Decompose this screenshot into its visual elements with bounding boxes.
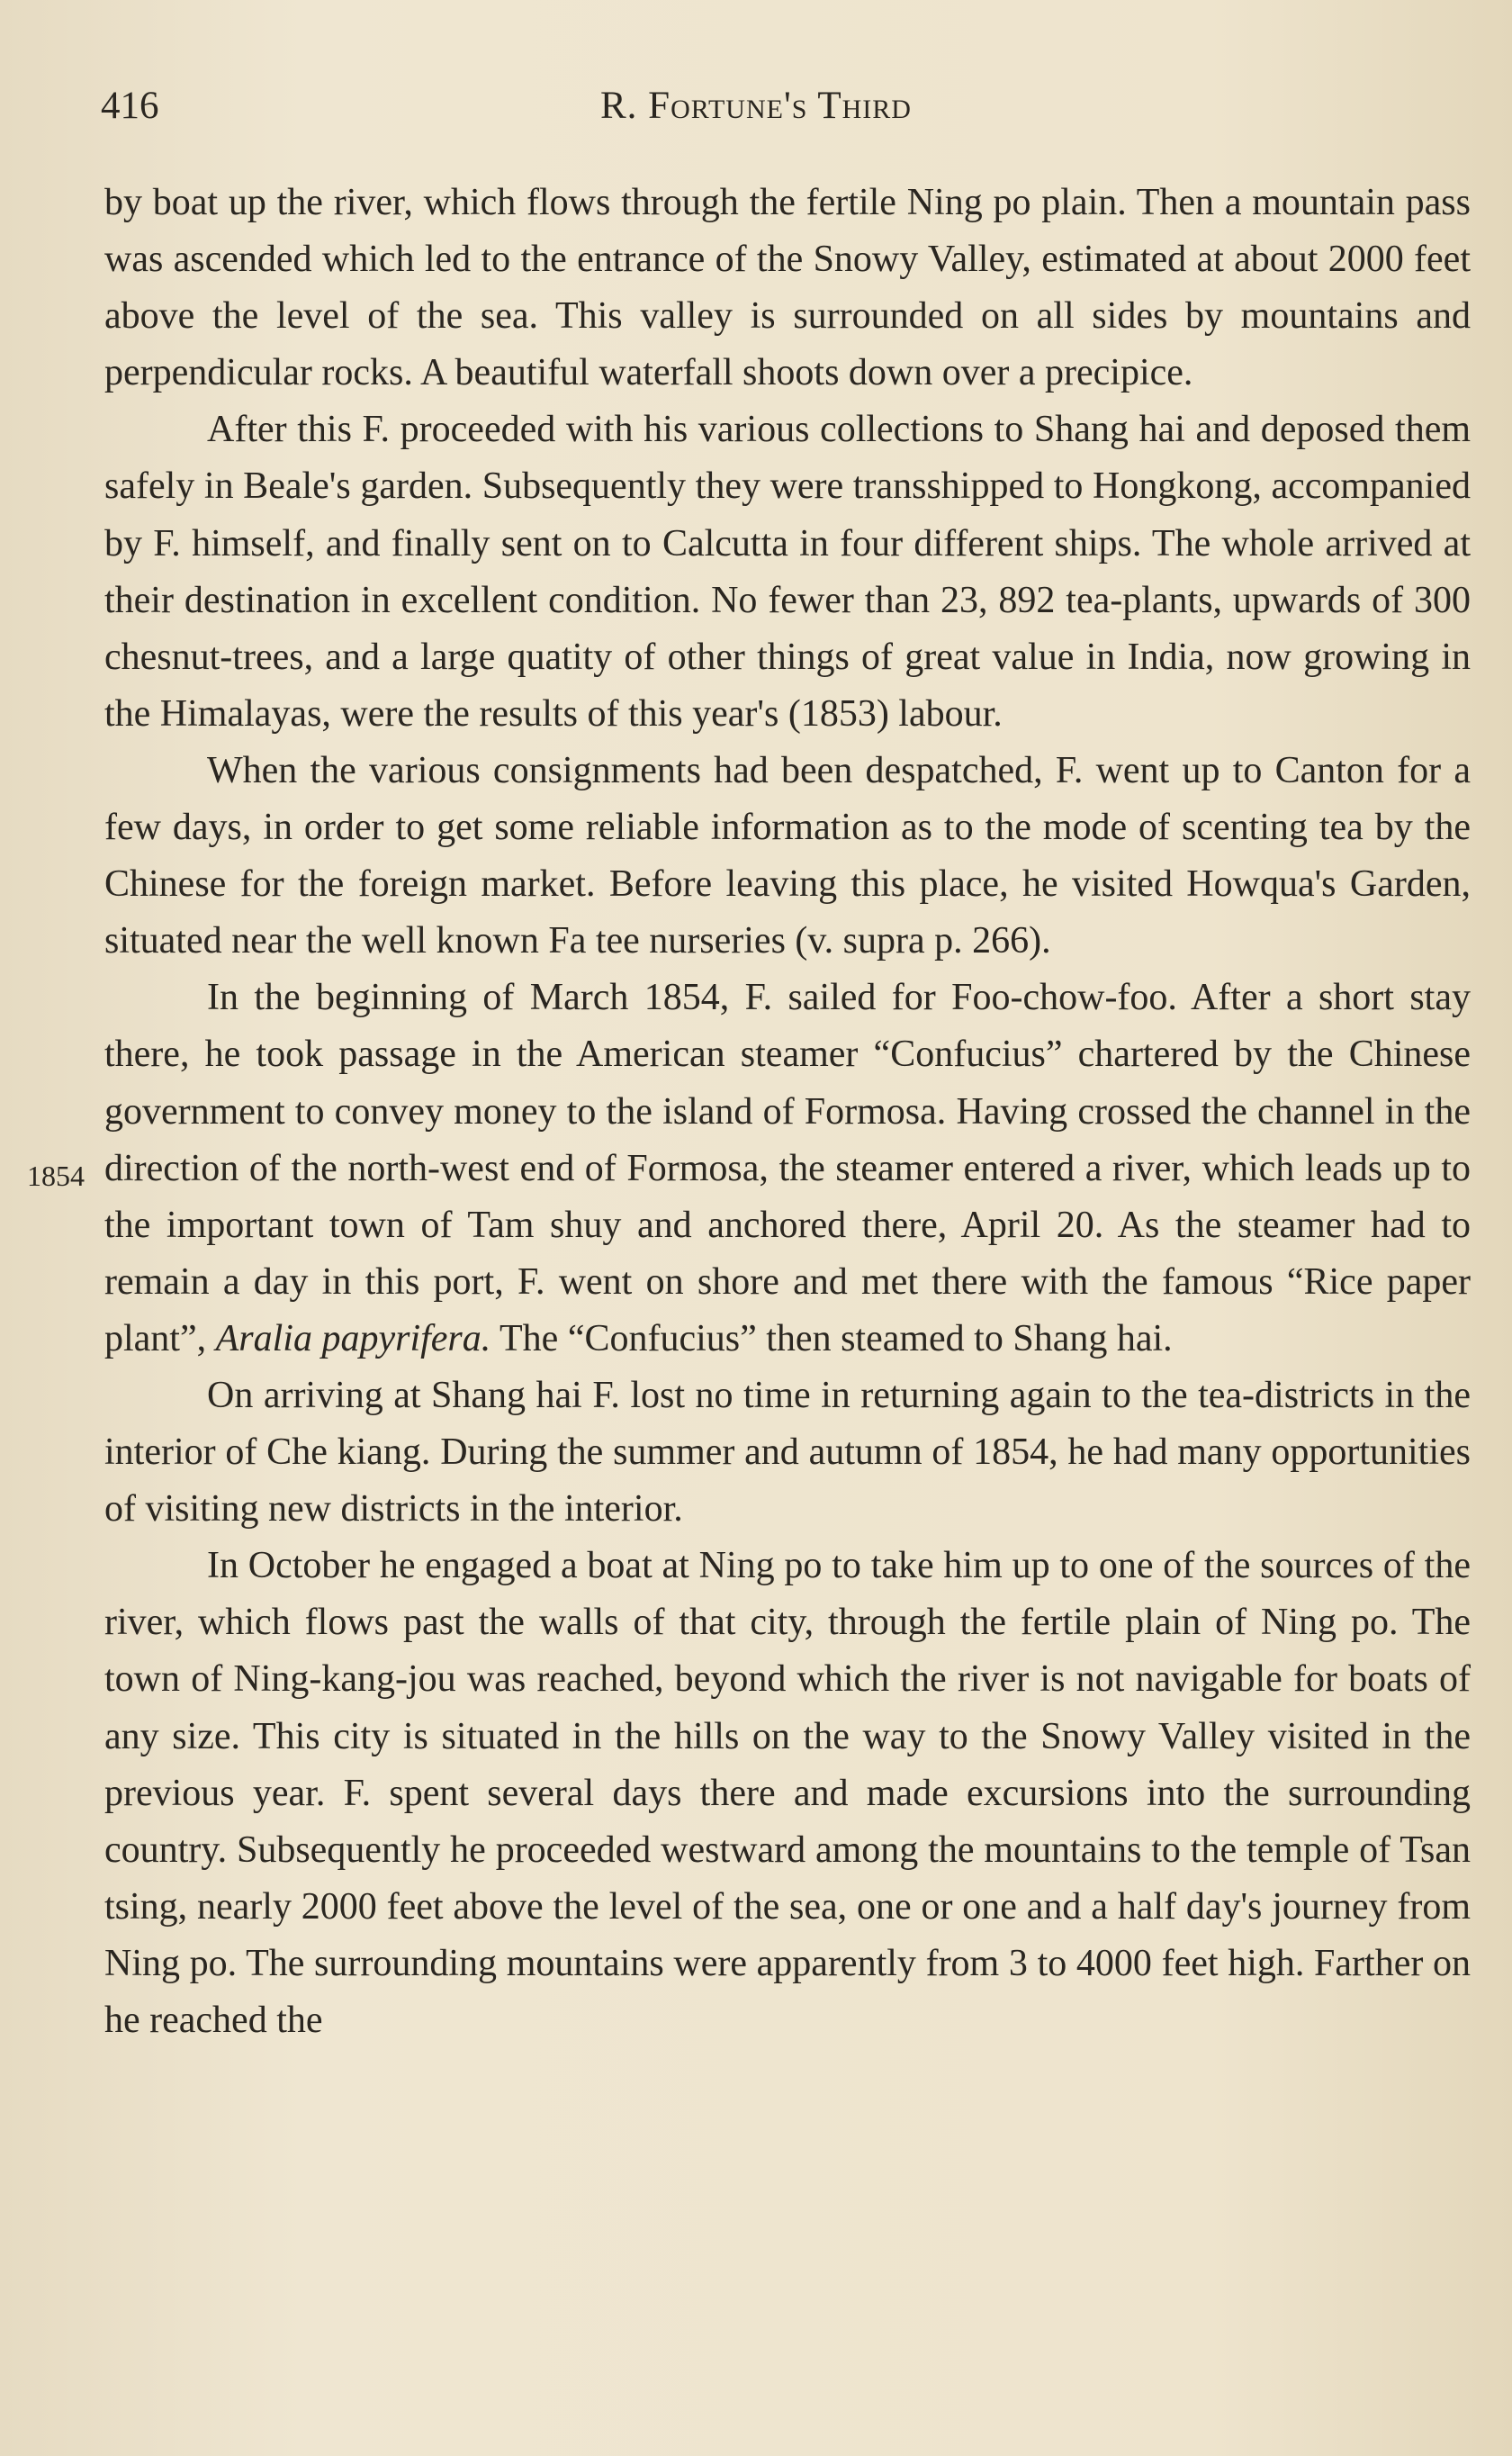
running-title: R. Fortune's Third [600, 85, 912, 127]
margin-year-note: 1854 [27, 1160, 85, 1192]
paragraph: In October he engaged a boat at Ning po to take him up to one of the sources of the river, which flows past the walls of that city, through the fertile plain of Ning po. The town of Ning-kang-jou was reached, beyond which the river is not navigable for boats of any size. This city is situated in the hills on the way to the Snowy Valley visited in the previous year. F. spent several days there and made excursions into the surrounding country. Subsequently he proceeded westward among the mountains to the temple of Tsan tsing, nearly 2000 feet above the level of the sea, one or one and a half day's journey from Ning po. The surrounding mountains were apparently from 3 to 4000 feet high. Farther on he reached the [104, 1545, 1471, 2041]
page-number: 416 [101, 85, 159, 127]
running-head [101, 79, 1469, 133]
paragraph-formosa [104, 970, 1471, 1368]
paragraph-text: In the beginning of March 1854, F. sailed for Foo-chow-foo. After a short stay there, he took passage in the American steamer “Confucius” chartered by the Chinese government to convey money to the island of Formosa. Having crossed the channel in the direction of the north-west end of Formosa, the steamer entered a river, which leads up to the important town of Tam shuy and anchored there, April 20. As the steamer had to remain a day in this port, F. went on shore and met there with the famous “Rice paper plant”, [104, 977, 1471, 1359]
body-text [104, 175, 1471, 2049]
paragraph-continued: by boat up the river, which flows through the fertile Ning po plain. Then a mountain pass was ascended which led to the entrance of the Snowy Valley, estimated at about 2000 feet above the level of the sea. This valley is surrounded on all sides by mountains and perpendicular rocks. A beautiful waterfall shoots down over a precipice. [104, 182, 1471, 394]
paragraph: On arriving at Shang hai F. lost no time in returning again to the tea-districts in the interior of Che kiang. During the summer and autumn of 1854, he had many opportunities of visiting new districts in the interior. [104, 1374, 1471, 1530]
paragraph: When the various consignments had been despatched, F. went up to Canton for a few days, in order to get some reliable information as to the mode of scenting tea by the Chinese for the foreign market. Before leaving this place, he visited Howqua's Garden, situated near the well known Fa tee nurseries (v. supra p. 266). [104, 749, 1471, 962]
paragraph-text: The “Confucius” then steamed to Shang hai. [490, 1317, 1173, 1359]
paragraph: After this F. proceeded with his various collections to Shang hai and deposed them safely in Beale's garden. Subsequently they were transshipped to Hongkong, accompanied by F. himself, and finally sent on to Calcutta in four different ships. The whole arrived at their destination in excellent condition. No fewer than 23, 892 tea-plants, upwards of 300 chesnut-trees, and a large quatity of other things of great value in India, now growing in the Himalayas, were the results of this year's (1853) labour. [104, 409, 1471, 735]
species-name: Aralia papyrifera. [215, 1317, 491, 1359]
